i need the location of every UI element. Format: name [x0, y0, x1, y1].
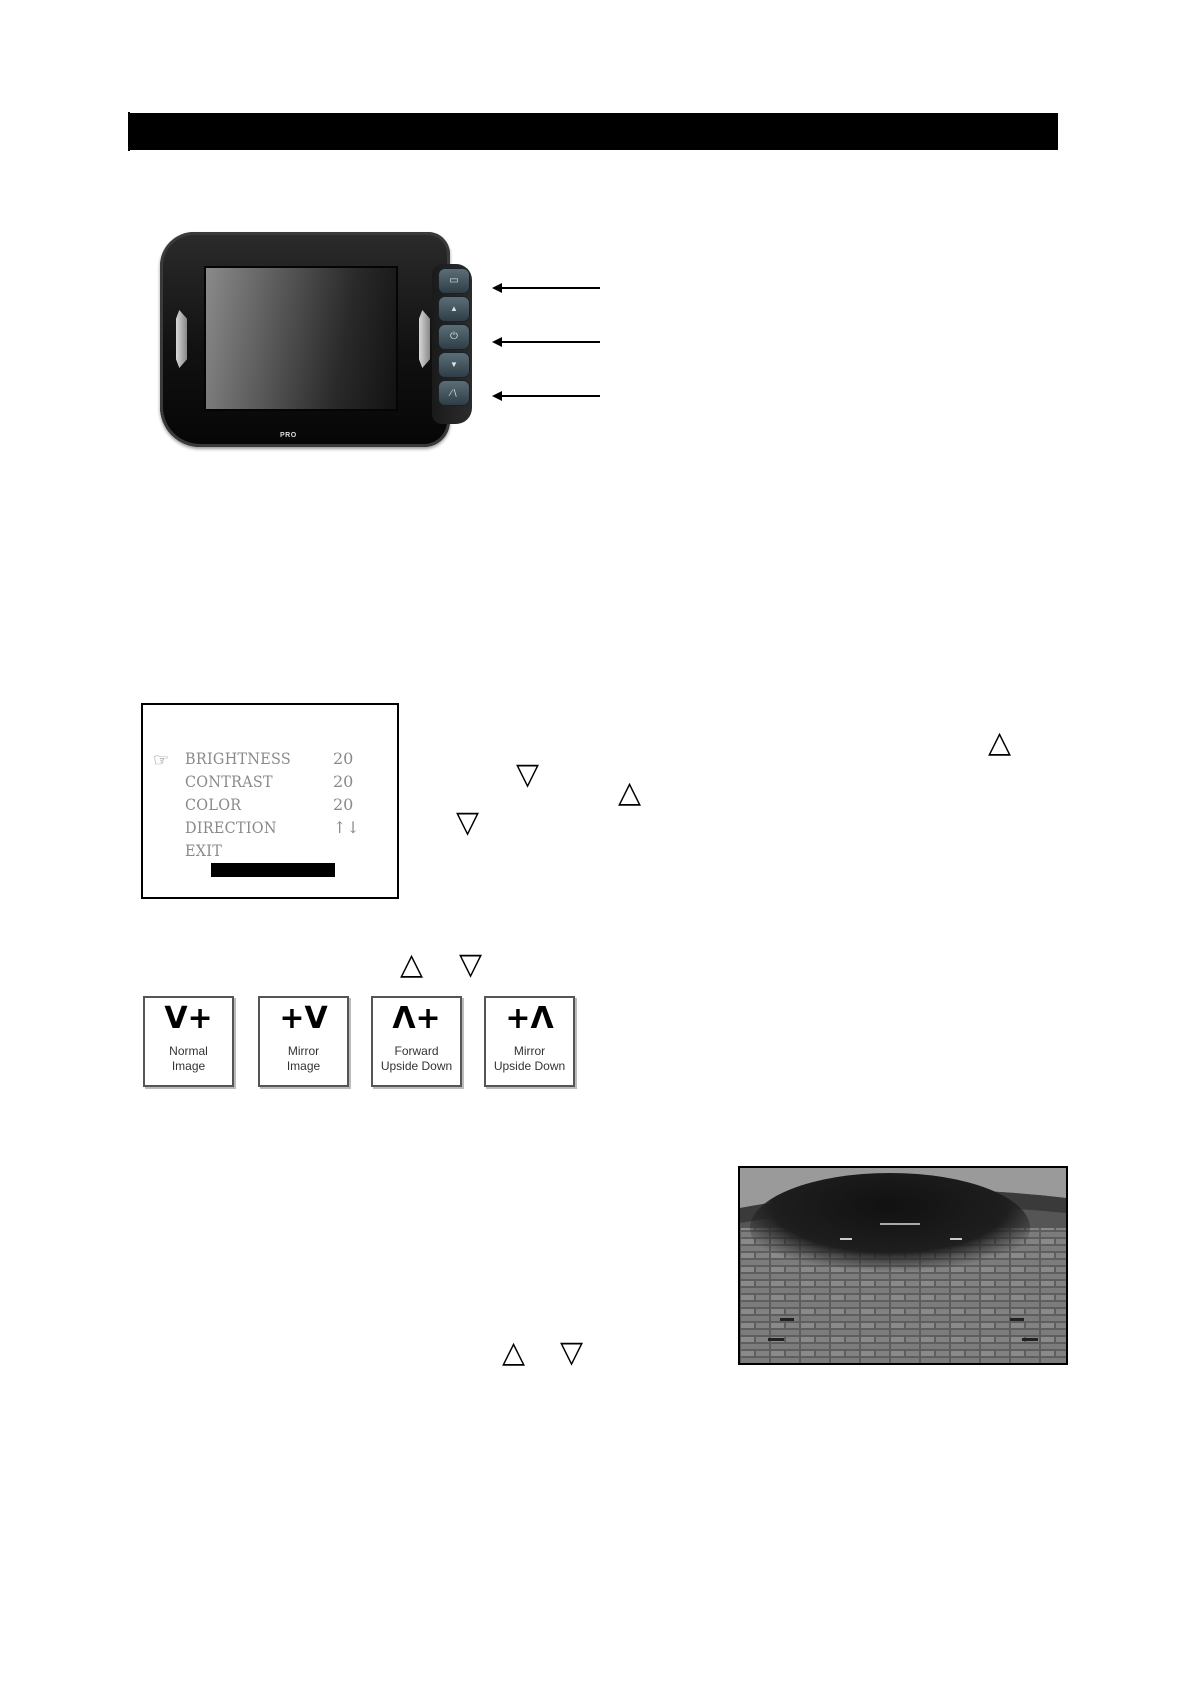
down-triangle-icon: ▽ — [459, 947, 483, 982]
arrow-line — [500, 395, 600, 397]
osd-value-color: 20 — [333, 795, 354, 814]
rear-camera-photo — [738, 1166, 1068, 1365]
osd-value-brightness: 20 — [333, 749, 354, 768]
mode-label: Normal Image — [169, 1044, 208, 1073]
mode-label: Forward Upside Down — [380, 1044, 453, 1073]
section-header-bar — [130, 113, 1058, 150]
down-icon[interactable]: ▼ — [438, 352, 470, 378]
down-triangle-icon: ▽ — [516, 757, 540, 792]
direction-mode-normal — [143, 996, 234, 1087]
left-indicator-light — [176, 310, 187, 368]
up-triangle-icon: △ — [400, 947, 424, 982]
osd-value-direction: ↑↓ — [333, 818, 360, 837]
osd-item-contrast: CONTRAST — [185, 772, 273, 791]
up-icon[interactable]: ▲ — [438, 296, 470, 322]
mode-symbol: Λ+ — [392, 1001, 441, 1036]
brand-badge: PRO — [280, 432, 297, 439]
rear-camera-view — [740, 1168, 1066, 1363]
arrow-line — [500, 287, 600, 289]
osd-item-direction: DIRECTION — [185, 818, 277, 837]
monitor-illustration — [160, 232, 472, 452]
pointing-hand-icon: ☞ — [153, 750, 170, 770]
osd-value-contrast: 20 — [333, 772, 354, 791]
down-triangle-icon: ▽ — [456, 805, 480, 840]
mode-symbol: +V — [279, 1001, 328, 1036]
up-triangle-icon: △ — [502, 1335, 526, 1370]
mode-symbol: +Λ — [505, 1001, 554, 1036]
direction-mode-mirror-upside-down — [484, 996, 575, 1087]
arrow-line — [500, 341, 600, 343]
monitor-screen — [204, 266, 398, 411]
osd-item-color: COLOR — [185, 795, 242, 814]
osd-level-bar — [211, 863, 335, 877]
direction-mode-forward-upside-down — [371, 996, 462, 1087]
osd-item-brightness: BRIGHTNESS — [185, 749, 292, 768]
direction-mode-mirror — [258, 996, 349, 1087]
down-triangle-icon: ▽ — [560, 1335, 584, 1370]
mode-symbol: V+ — [164, 1001, 213, 1036]
osd-item-exit: EXIT — [185, 841, 223, 860]
menu-icon[interactable]: ▭ — [438, 268, 470, 294]
monitor-button-strip — [432, 264, 472, 424]
mode-label: Mirror Upside Down — [493, 1044, 566, 1073]
up-triangle-icon: △ — [988, 725, 1012, 760]
right-indicator-light — [419, 310, 430, 368]
monitor-body — [160, 232, 450, 447]
mode-label: Mirror Image — [286, 1044, 321, 1073]
osd-menu — [141, 703, 399, 899]
up-triangle-icon: △ — [618, 775, 642, 810]
guide-lines-icon[interactable]: ∕∖ — [438, 380, 470, 406]
power-icon[interactable]: ⏻ — [438, 324, 470, 350]
